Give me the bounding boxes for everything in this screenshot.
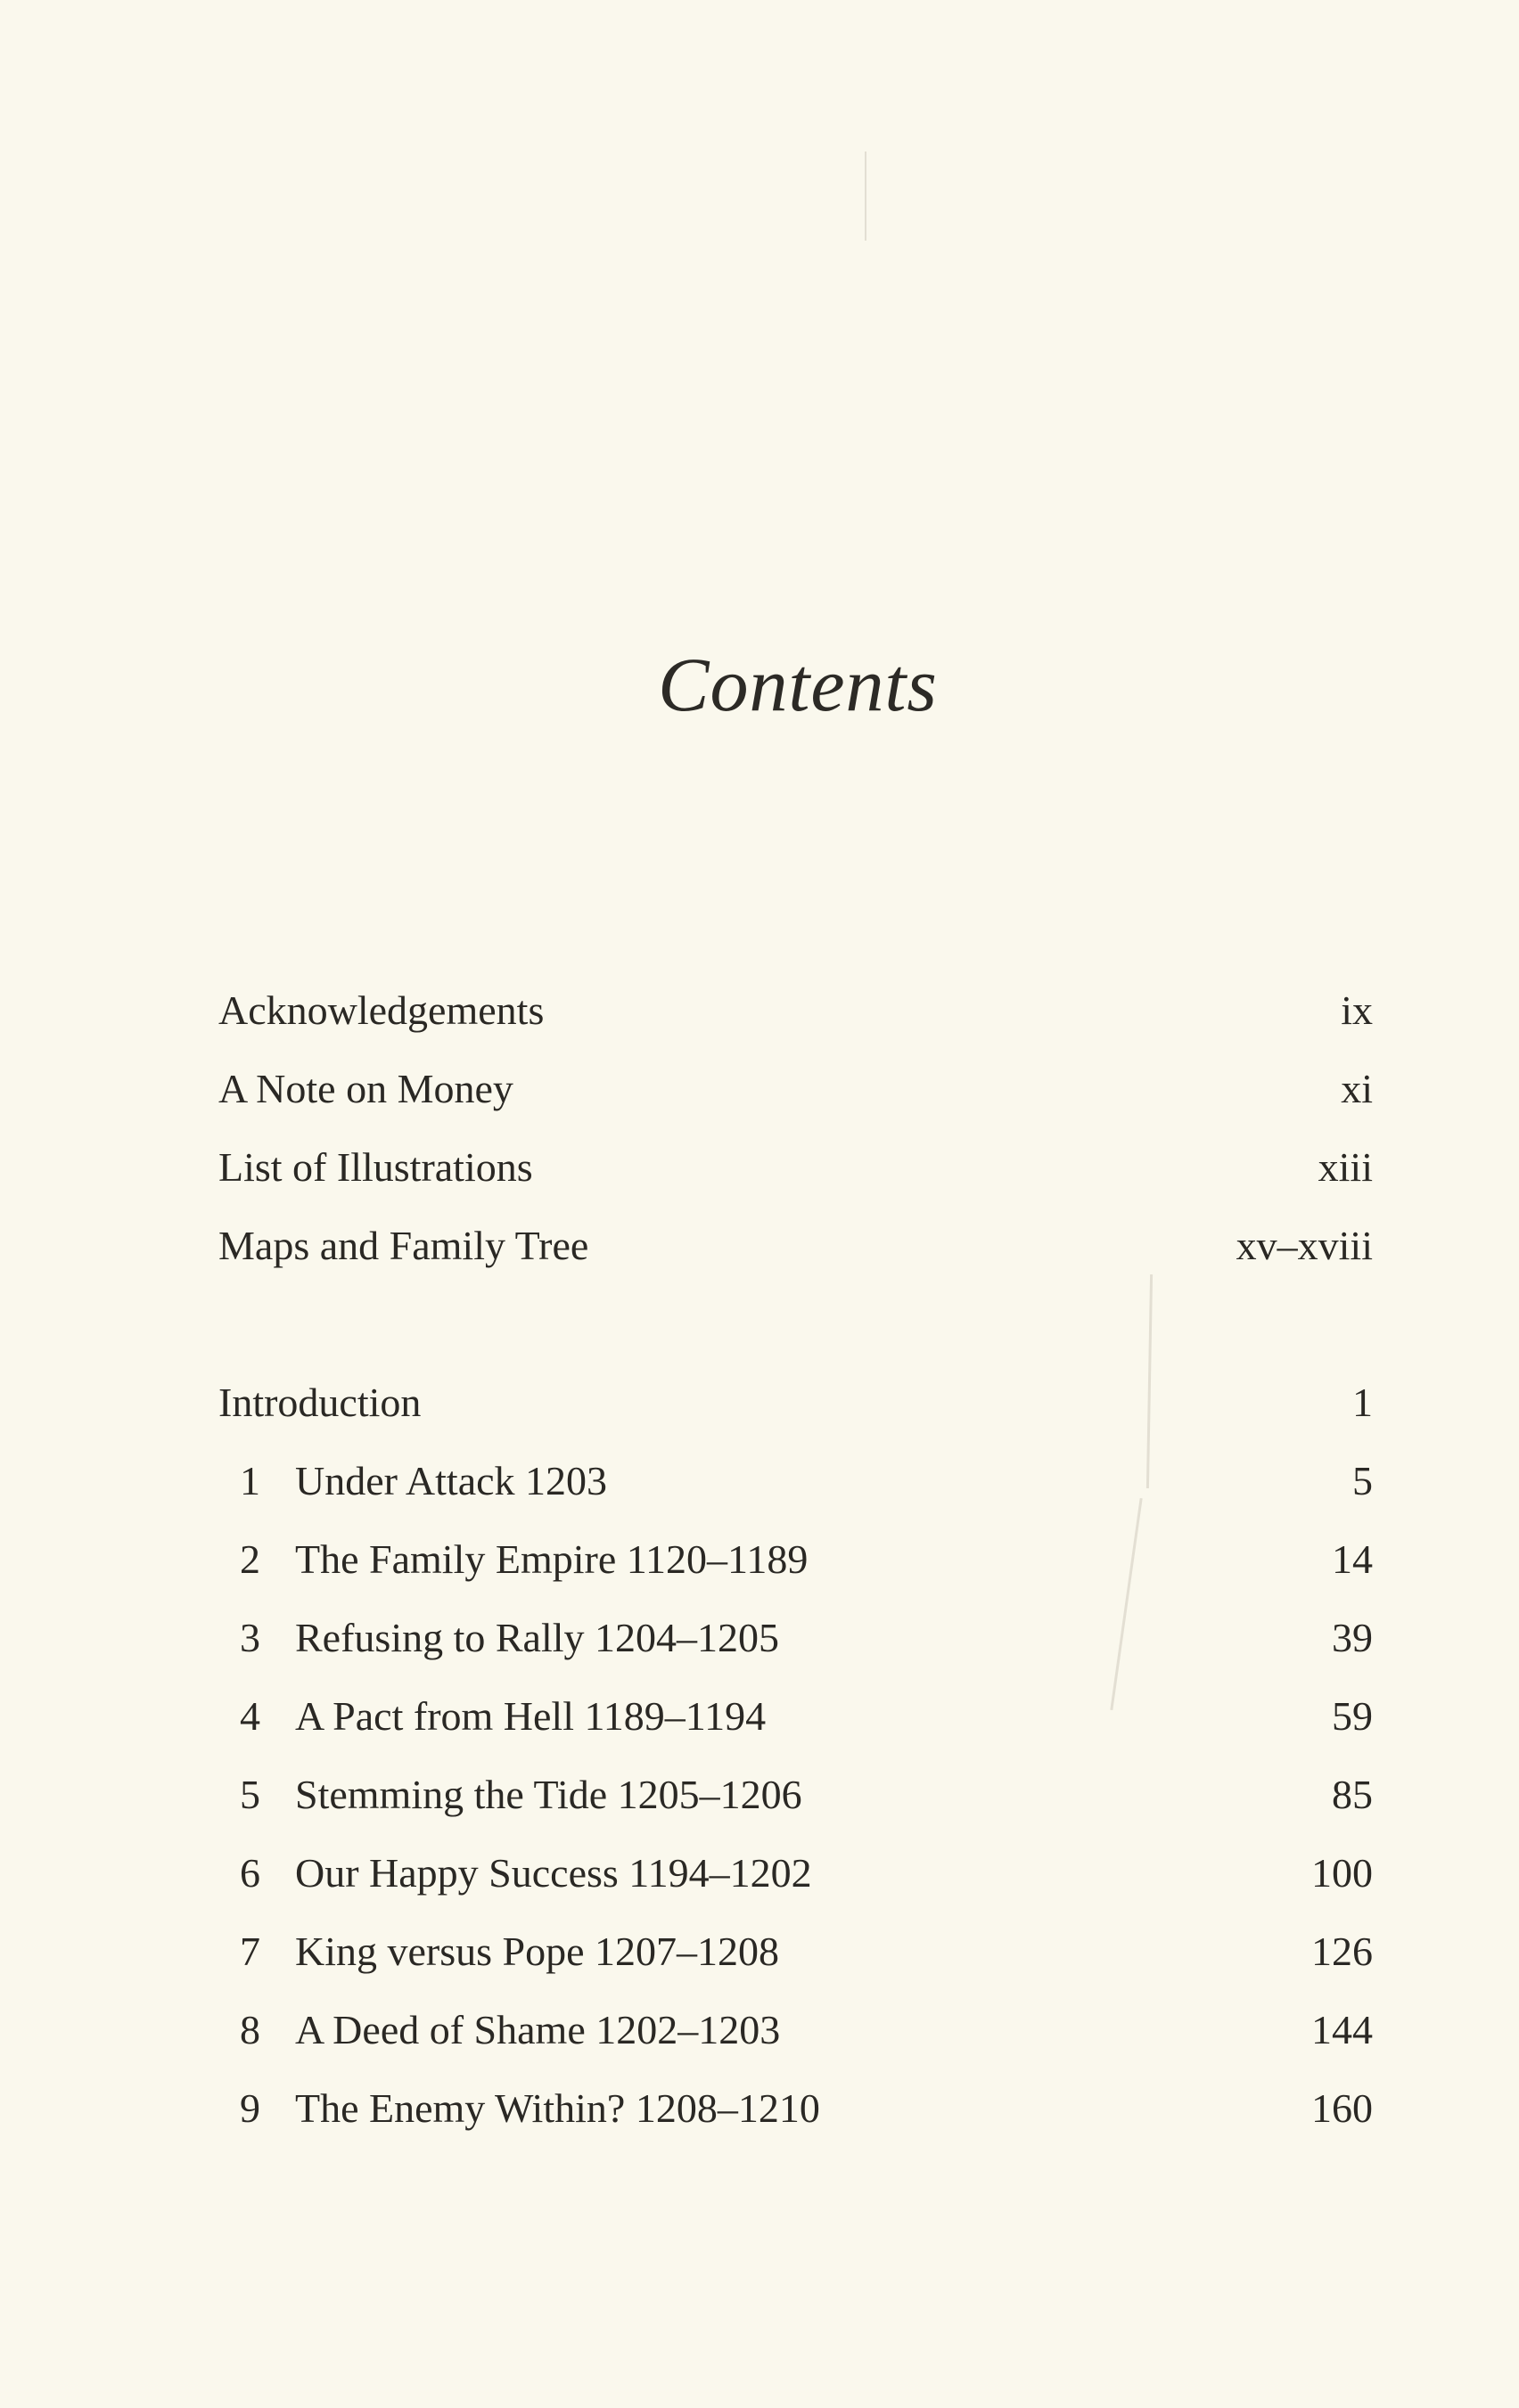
toc-entry [218,971,1373,1050]
chapter-title: King versus Pope 1207–1208 [295,1929,780,1974]
toc-entry-chapter [218,1756,1373,1834]
scan-mark [865,152,866,241]
toc-entry [218,1128,1373,1207]
chapter-title: Our Happy Success 1194–1202 [295,1850,812,1896]
entry-page: 59 [1332,1693,1373,1739]
entry-label: A Note on Money [218,1066,513,1111]
toc-entry-chapter [218,1442,1373,1520]
chapter-number: 5 [240,1772,260,1817]
entry-page: ix [1341,987,1373,1033]
entry-label: List of Illustrations [218,1144,533,1190]
entry-label: Introduction [218,1380,422,1425]
toc-entry [218,1050,1373,1128]
entry-page: 85 [1332,1772,1373,1817]
entry-page: 144 [1311,2007,1373,2052]
entry-page: 160 [1311,2085,1373,2131]
entry-page: 1 [1352,1380,1373,1425]
chapter-list [218,1364,1373,2148]
entry-page: 39 [1332,1615,1373,1660]
toc-entry-chapter [218,1834,1373,1912]
chapter-title: A Deed of Shame 1202–1203 [295,2007,781,2052]
chapter-title: Refusing to Rally 1204–1205 [295,1615,780,1660]
chapter-number: 4 [240,1693,260,1739]
entry-page: 14 [1332,1536,1373,1582]
toc-entry-chapter [218,1912,1373,1991]
entry-page: 100 [1311,1850,1373,1896]
toc-entry-chapter [218,1520,1373,1599]
page-title: Contents [658,642,938,727]
chapter-number: 2 [240,1536,260,1582]
front-matter-list [218,971,1373,1285]
toc-entry-chapter [218,1599,1373,1677]
chapter-title: Under Attack 1203 [295,1458,608,1503]
toc-entry-introduction [218,1364,1373,1442]
chapter-number: 6 [240,1850,260,1896]
entry-label: Maps and Family Tree [218,1223,589,1268]
chapter-number: 3 [240,1615,260,1660]
entry-page: 5 [1352,1458,1373,1503]
toc-entry [218,1207,1373,1285]
toc-entry-chapter [218,1677,1373,1756]
entry-page: xiii [1318,1144,1373,1190]
chapter-title: Stemming the Tide 1205–1206 [295,1772,802,1817]
chapter-number: 7 [240,1929,260,1974]
chapter-title: A Pact from Hell 1189–1194 [295,1693,767,1739]
chapter-number: 9 [240,2085,260,2131]
chapter-title: The Family Empire 1120–1189 [295,1536,809,1582]
toc-entry-chapter [218,1991,1373,2069]
entry-page: xv–xviii [1236,1223,1373,1268]
chapter-number: 1 [240,1458,260,1503]
entry-page: xi [1341,1066,1373,1111]
chapter-title: The Enemy Within? 1208–1210 [295,2085,820,2131]
entry-label: Acknowledgements [218,987,545,1033]
entry-page: 126 [1311,1929,1373,1974]
chapter-number: 8 [240,2007,260,2052]
toc-entry-chapter [218,2069,1373,2148]
